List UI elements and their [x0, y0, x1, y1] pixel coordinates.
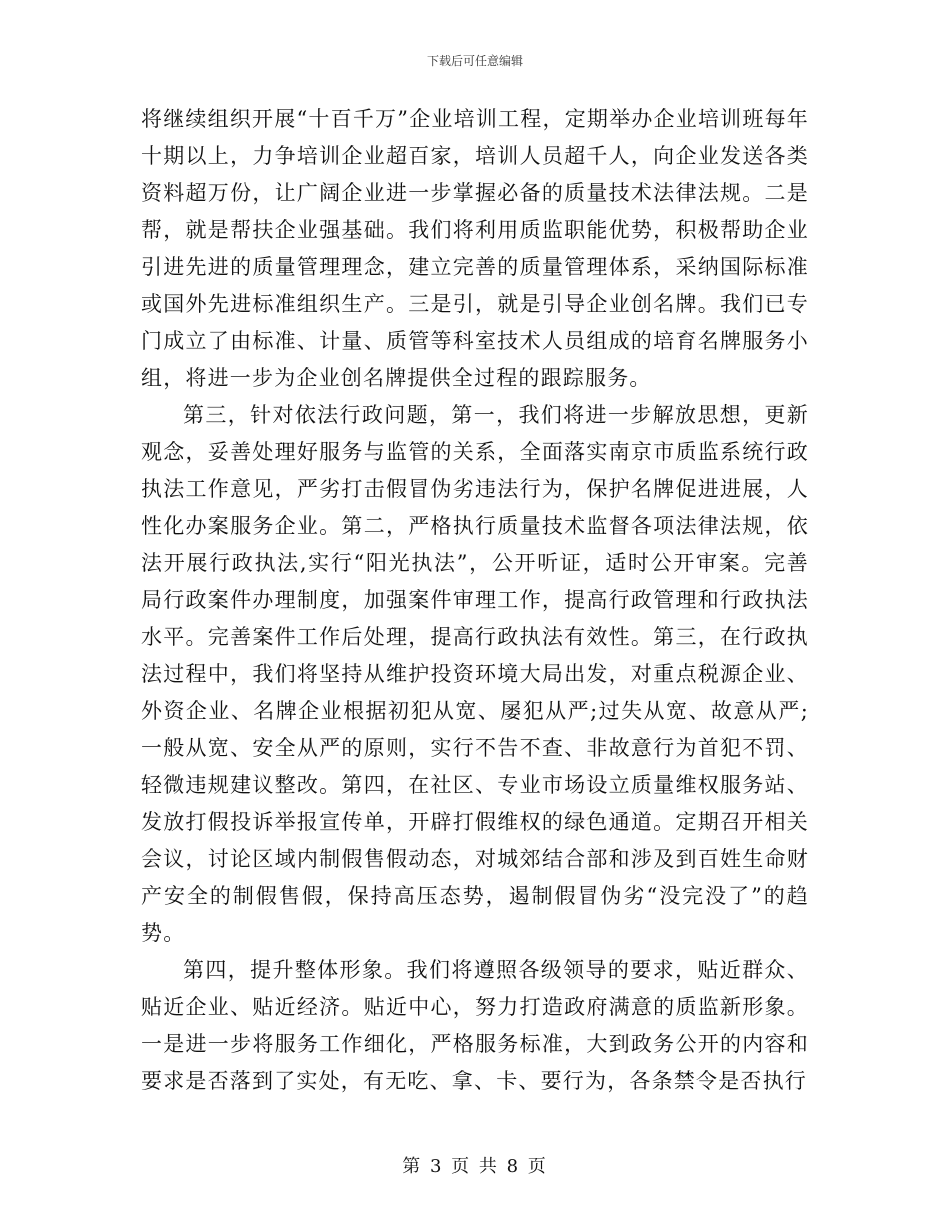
paragraph-fourth-point: 第四，提升整体形象。我们将遵照各级领导的要求，贴近群众、贴近企业、贴近经济。贴近中心，努力打造政府满意的质监新形象。一是进一步将服务工作细化，严格服务标准，大到政务公开的内容和要求是否落到了实处，有无吃、拿、卡、要行为，各条禁令是否执行	[141, 958, 809, 1093]
paragraph-third-point: 第三，针对依法行政问题，第一，我们将进一步解放思想，更新观念，妥善处理好服务与监管的关系，全面落实南京市质监系统行政执法工作意见，严劣打击假冒伪劣违法行为，保护名牌促进进展，人性化办案服务企业。第二，严格执行质量技术监督各项法律法规，依法开展行政执法,实行“阳光执法”，公开听证，适时公开审案。完善局行政案件办理制度，加强案件审理工作，提高行政管理和行政执法水平。完善案件工作后处理，提高行政执法有效性。第三，在行政执法过程中，我们将坚持从维护投资环境大局出发，对重点税源企业、外资企业、名牌企业根据初犯从宽、屡犯从严;过失从宽、故意从严;一般从宽、安全从严的原则，实行不告不查、非故意行为首犯不罚、轻微违规建议整改。第四，在社区、专业市场设立质量维权服务站、发放打假投诉举报宣传单，开辟打假维权的绿色通道。定期召开相关会议，讨论区域内制假售假动态，对城郊结合部和涉及到百姓生命财产安全的制假售假，保持高压态势，遏制假冒伪劣“没完没了”的趋势。	[141, 403, 809, 945]
document-body	[141, 101, 809, 1100]
page-header: 下载后可任意编辑	[426, 54, 523, 68]
page-number-footer: 第 3 页 共 8 页	[402, 1156, 548, 1177]
paragraph-continuation: 将继续组织开展“十百千万”企业培训工程，定期举办企业培训班每年十期以上，力争培训企业超百家，培训人员超千人，向企业发送各类资料超万份，让广阔企业进一步掌握必备的质量技术法律法规。二是帮，就是帮扶企业强基础。我们将利用质监职能优势，积极帮助企业引进先进的质量管理理念，建立完善的质量管理体系，采纳国际标准或国外先进标准组织生产。三是引，就是引导企业创名牌。我们已专门成立了由标准、计量、质管等科室技术人员组成的培育名牌服务小组，将进一步为企业创名牌提供全过程的跟踪服务。	[141, 107, 809, 390]
